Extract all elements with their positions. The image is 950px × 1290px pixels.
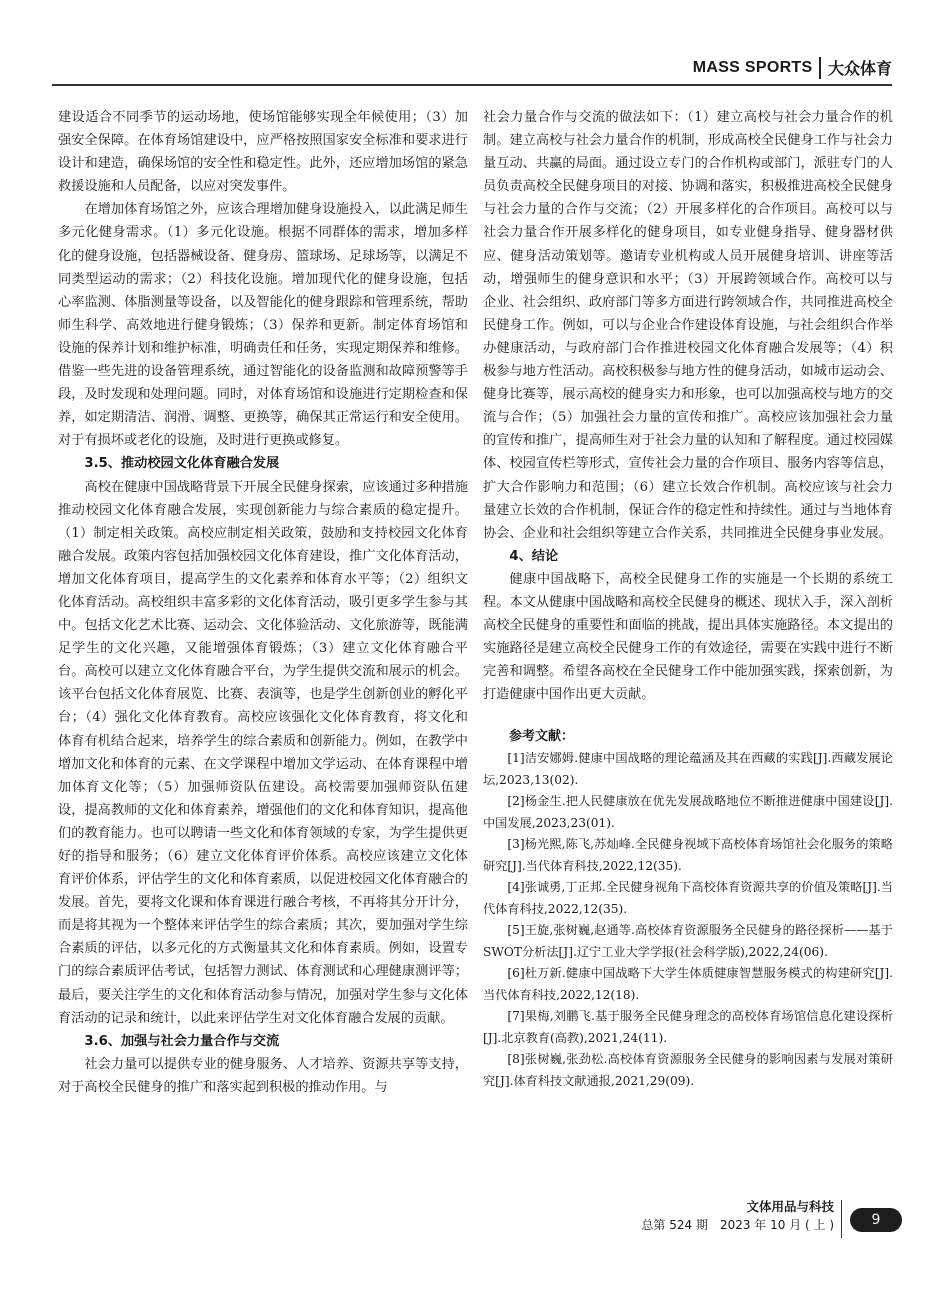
reference-item: [2]杨金生.把人民健康放在优先发展战略地位不断推进健康中国建设[J].中国发展,2023,23(01). [483, 794, 893, 830]
masthead [693, 56, 892, 79]
paragraph: 在增加体育场馆之外，应该合理增加健身设施投入，以此满足师生多元化健身需求。（1）多元化设施。根据不同群体的需求，增加多样化的健身设施，包括器械设备、健身房、篮球场、足球场等，以满足不同类型运动的需求；（2）科技化设施。增加现代化的健身设施，包括心率监测、体脂测量等设备，以及智能化的健身跟踪和管理系统，帮助师生科学、高效地进行健身锻炼；（3）保养和更新。制定体育场馆和设施的保养计划和维护标准，明确责任和任务，实现定期保养和维修。借鉴一些先进的设备管理系统，通过智能化的设备监测和故障预警等手段，及时发现和处理问题。同时，对体育场馆和设施进行定期检查和保养，如定期清洁、润滑、调整、更换等，确保其正常运行和安全使用。对于有损坏或老化的设施，及时进行更换或修复。 [58, 202, 468, 449]
right-column [483, 106, 893, 1092]
reference-item: [8]张树巍,张劲松.高校体育资源服务全民健身的影响因素与发展对策研究[J].体育科技文献通报,2021,29(09). [483, 1052, 893, 1088]
reference-item: [4]张诚勇,丁正邦.全民健身视角下高校体育资源共享的价值及策略[J].当代体育科技,2022,12(35). [483, 880, 893, 916]
reference-item: [6]杜万新.健康中国战略下大学生体质健康智慧服务模式的构建研究[J].当代体育科技,2022,12(18). [483, 966, 893, 1002]
paragraph: 健康中国战略下，高校全民健身工作的实施是一个长期的系统工程。本文从健康中国战略和高校全民健身的概述、现状入手，深入剖析高校全民健身的重要性和面临的挑战，提出具体实施路径。本文提出的实施路径是建立高校全民健身工作的有效途径，需要在实践中进行不断完善和调整。希望各高校在全民健身工作中能加强实践，探索创新，为打造健康中国作出更大贡献。 [483, 571, 893, 703]
paragraph: 高校在健康中国战略背景下开展全民健身探索，应该通过多种措施推动校园文化体育融合发展，实现创新能力与综合素质的稳定提升。（1）制定相关政策。高校应制定相关政策，鼓励和支持校园文化体育融合发展。政策内容包括加强校园文化体育建设，推广文化体育活动，增加文化体育项目，提高学生的文化素养和体育水平等；（2）组织文化体育活动。高校组织丰富多彩的文化体育活动，吸引更多学生参与其中。包括文化艺术比赛、运动会、文化体验活动、文化旅游等，既能满足学生的文化兴趣，又能增强体育锻炼；（3）建立文化体育融合平台。高校可以建立文化体育融合平台，为学生提供交流和展示的机会。该平台包括文化体育展览、比赛、表演等，也是学生创新创业的孵化平台；（4）强化文化体育教育。高校应该强化文化体育教育，将文化和体育有机结合起来，培养学生的综合素质和创新能力。例如，在教学中增加文化和体育的元素、在文学课程中增加文学运动、在体育课程中增加体育文化等；（5）加强师资队伍建设。高校需要加强师资队伍建设，提高教师的文化和体育素养，增强他们的文化和体育知识，提高他们的教育能力。也可以聘请一些文化和体育领域的专家，为学生提供更好的指导和服务；（6）建立文化体育评价体系。高校应该建立文化体育评价体系，评估学生的文化和体育素质，以促进校园文化体育融合的发展。首先，要将文化课和体育课进行融合考核，不再将其分开计分，而是将其视为一个整体来评估学生的综合素质；其次，要加强对学生综合素质的评估，以多元化的方式衡量其文化和体育素质。例如，设置专门的综合素质评估考试，包括智力测试、体育测试和心理健康测评等；最后，要关注学生的文化和体育活动参与情况，加强对学生参与文化体育活动的记录和统计，以此来评估学生对文化体育融合发展的贡献。 [58, 479, 468, 1026]
section-heading-3-5: 3.5、推动校园文化体育融合发展 [84, 456, 280, 472]
references-title: 参考文献： [509, 729, 575, 745]
reference-item: [7]果梅,刘鹏飞.基于服务全民健身理念的高校体育场馆信息化建设探析[J].北京教育(高教),2021,24(11). [483, 1009, 893, 1045]
journal-name: 文体用品与科技 [746, 1199, 834, 1214]
paragraph: 建设适合不同季节的运动场地，使场馆能够实现全年候使用；（3）加强安全保障。在体育场馆建设中，应严格按照国家安全标准和要求进行设计和建造，确保场馆的安全性和稳定性。此外，还应增加场馆的紧急救援设施和人员配备，以应对突发事件。 [58, 110, 468, 195]
footer-divider [841, 1200, 842, 1238]
section-heading-4: 4、结论 [509, 548, 559, 564]
reference-item: [3]杨光熙,陈飞,苏灿峰.全民健身视域下高校体育场馆社会化服务的策略研究[J].当代体育科技,2022,12(35). [483, 837, 893, 873]
masthead-english: MASS SPORTS [692, 58, 813, 76]
reference-item: [1]洁安娜姆.健康中国战略的理论蕴涵及其在西藏的实践[J].西藏发展论坛,2023,13(02). [483, 751, 893, 787]
page-footer [641, 1198, 834, 1234]
issue-info: 总第 524 期 2023 年 10 月 ( 上 ) [641, 1218, 834, 1232]
paragraph: 社会力量合作与交流的做法如下：（1）建立高校与社会力量合作的机制。建立高校与社会力量合作的机制，形成高校全民健身工作与社会力量互动、共赢的局面。通过设立专门的合作机构或部门，派驻专门的人员负责高校全民健身项目的对接、协调和落实，积极推进高校全民健身与社会力量的合作与交流；（2）开展多样化的合作项目。高校可以与社会力量合作开展多样化的健身项目，如专业健身指导、健身器材供应、健身活动策划等。邀请专业机构或人员开展健身培训、讲座等活动，增强师生的健身意识和水平；（3）开展跨领域合作。高校可以与企业、社会组织、政府部门等多方面进行跨领域合作，共同推进高校全民健身工作。例如，可以与企业合作建设体育设施，与社会组织合作举办健康活动，与政府部门合作推进校园文化体育融合发展等；（4）积极参与地方性活动。高校积极参与地方性的健身活动，如城市运动会、健身比赛等，展示高校的健身实力和形象，也可以加强高校与地方的交流与合作；（5）加强社会力量的宣传和推广。高校应该加强社会力量的宣传和推广，提高师生对于社会力量的认知和了解程度。通过校园媒体、校园宣传栏等形式，宣传社会力量的合作项目、服务内容等信息，扩大合作影响力和范围；（6）建立长效合作机制。高校应该与社会力量建立长效的合作机制，保证合作的稳定性和持续性。通过与当地体育协会、企业和社会组织等建立合作关系，共同推进全民健身事业发展。 [483, 110, 893, 541]
header-rule [52, 84, 892, 86]
masthead-divider [819, 57, 821, 79]
reference-list [483, 748, 893, 1092]
reference-item: [5]王旋,张树巍,赵通等.高校体育资源服务全民健身的路径探析——基于SWOT分析法[J].辽宁工业大学学报(社会科学版),2022,24(06). [483, 923, 893, 959]
section-heading-3-6: 3.6、加强与社会力量合作与交流 [84, 1033, 280, 1049]
left-column [58, 106, 468, 1099]
paragraph: 社会力量可以提供专业的健身服务、人才培养、资源共享等支持，对于高校全民健身的推广和落实起到积极的推动作用。与 [58, 1056, 468, 1095]
masthead-chinese: 大众体育 [827, 61, 892, 78]
page-number: 9 [850, 1208, 902, 1232]
